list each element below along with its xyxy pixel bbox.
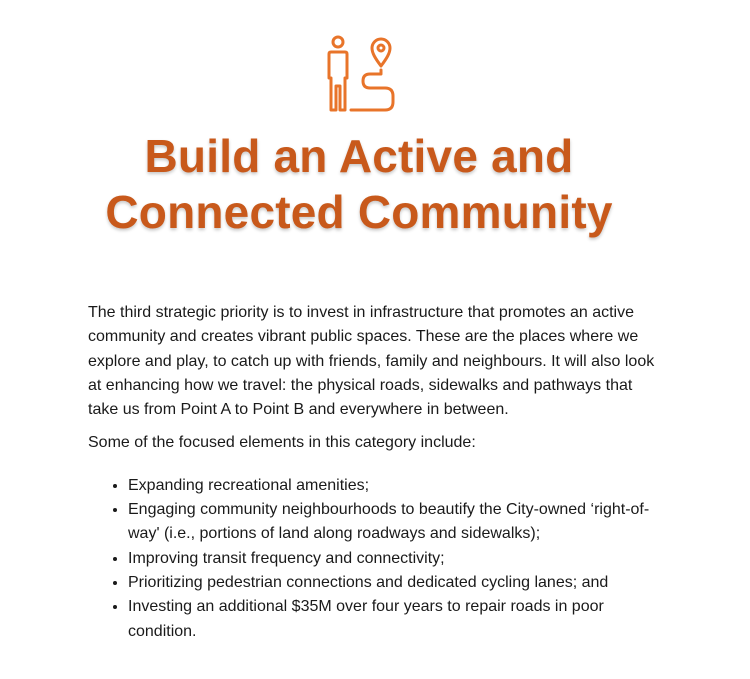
list-item: • Improving transit frequency and connectivity; [128,547,658,571]
page-title-line-2: Connected Community [105,186,613,238]
list-item: • Expanding recreational amenities; [128,474,658,498]
list-item: • Engaging community neighbourhoods to beautify the City-owned ‘right-of-way' (i.e., portions of land along roadways and sidewalks); [128,498,658,547]
list-item: • Investing an additional $35M over four years to repair roads in poor condition. [128,595,658,644]
intro-paragraph: The third strategic priority is to invest in infrastructure that promotes an active community and creates vibrant public spaces. These are the places where we explore and play, to catch up with friends, family and neighbours. It will also look at enhancing how we travel: the physical roads, sidewalks and pathways that take us from Point A to Point B and everywhere in between. [88,304,655,419]
page-title-line-1: Build an Active and [144,130,574,182]
article-body [88,301,658,644]
page-title [0,128,718,240]
person-with-location-path-icon [318,30,400,116]
list-item: • Prioritizing pedestrian connections and dedicated cycling lanes; and [128,571,658,595]
focus-elements-list [88,474,658,644]
list-intro-paragraph: Some of the focused elements in this category include: [88,434,476,452]
